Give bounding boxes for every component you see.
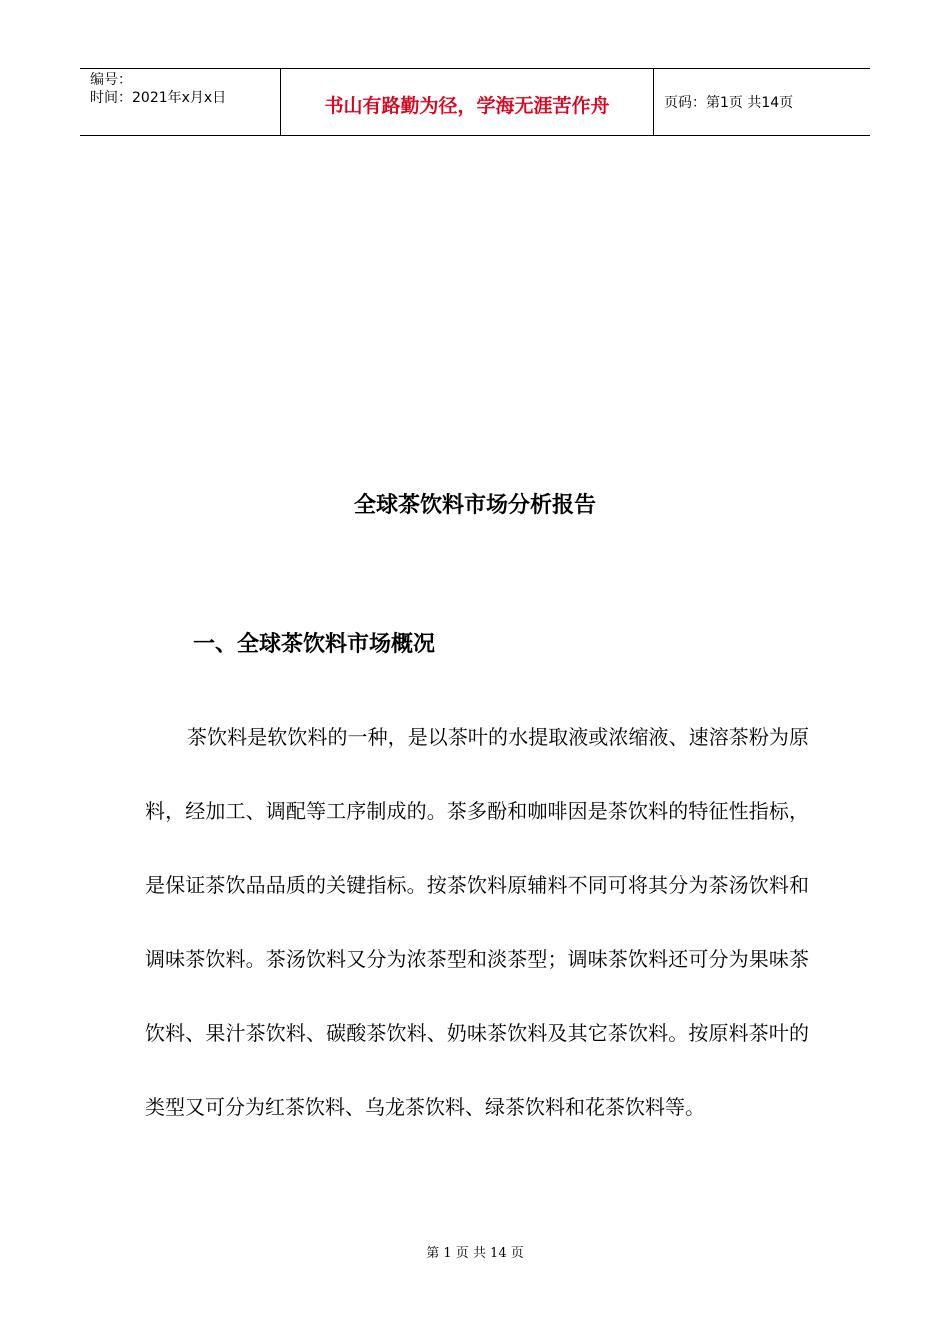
header-page-info: 页码：第1页 共14页 [664,95,794,111]
page-header-table [80,68,870,136]
header-time-label: 时间：2021年x月x日 [90,90,227,106]
header-motto: 书山有路勤为径，学海无涯苦作舟 [281,69,654,135]
body-paragraph: 茶饮料是软饮料的一种，是以茶叶的水提取液或浓缩液、速溶茶粉为原料，经加工、调配等工序制成的。茶多酚和咖啡因是茶饮料的特征性指标，是保证茶饮品品质的关键指标。按茶饮料原辅料不同可将其分为茶汤饮料和调味茶饮料。茶汤饮料又分为浓茶型和淡茶型；调味茶饮料还可分为果味茶饮料、果汁茶饮料、碳酸茶饮料、奶味茶饮料及其它茶饮料。按原料茶叶的类型又可分为红茶饮料、乌龙茶饮料、绿茶饮料和花茶饮料等。 [145,725,809,1119]
section-heading: 一、全球茶饮料市场概况 [193,632,436,657]
document-title: 全球茶饮料市场分析报告 [353,493,596,518]
page-footer: 第 1 页 共 14 页 [426,1246,524,1261]
header-number-label: 编号： [90,72,132,88]
header-meta-cell [80,69,281,135]
